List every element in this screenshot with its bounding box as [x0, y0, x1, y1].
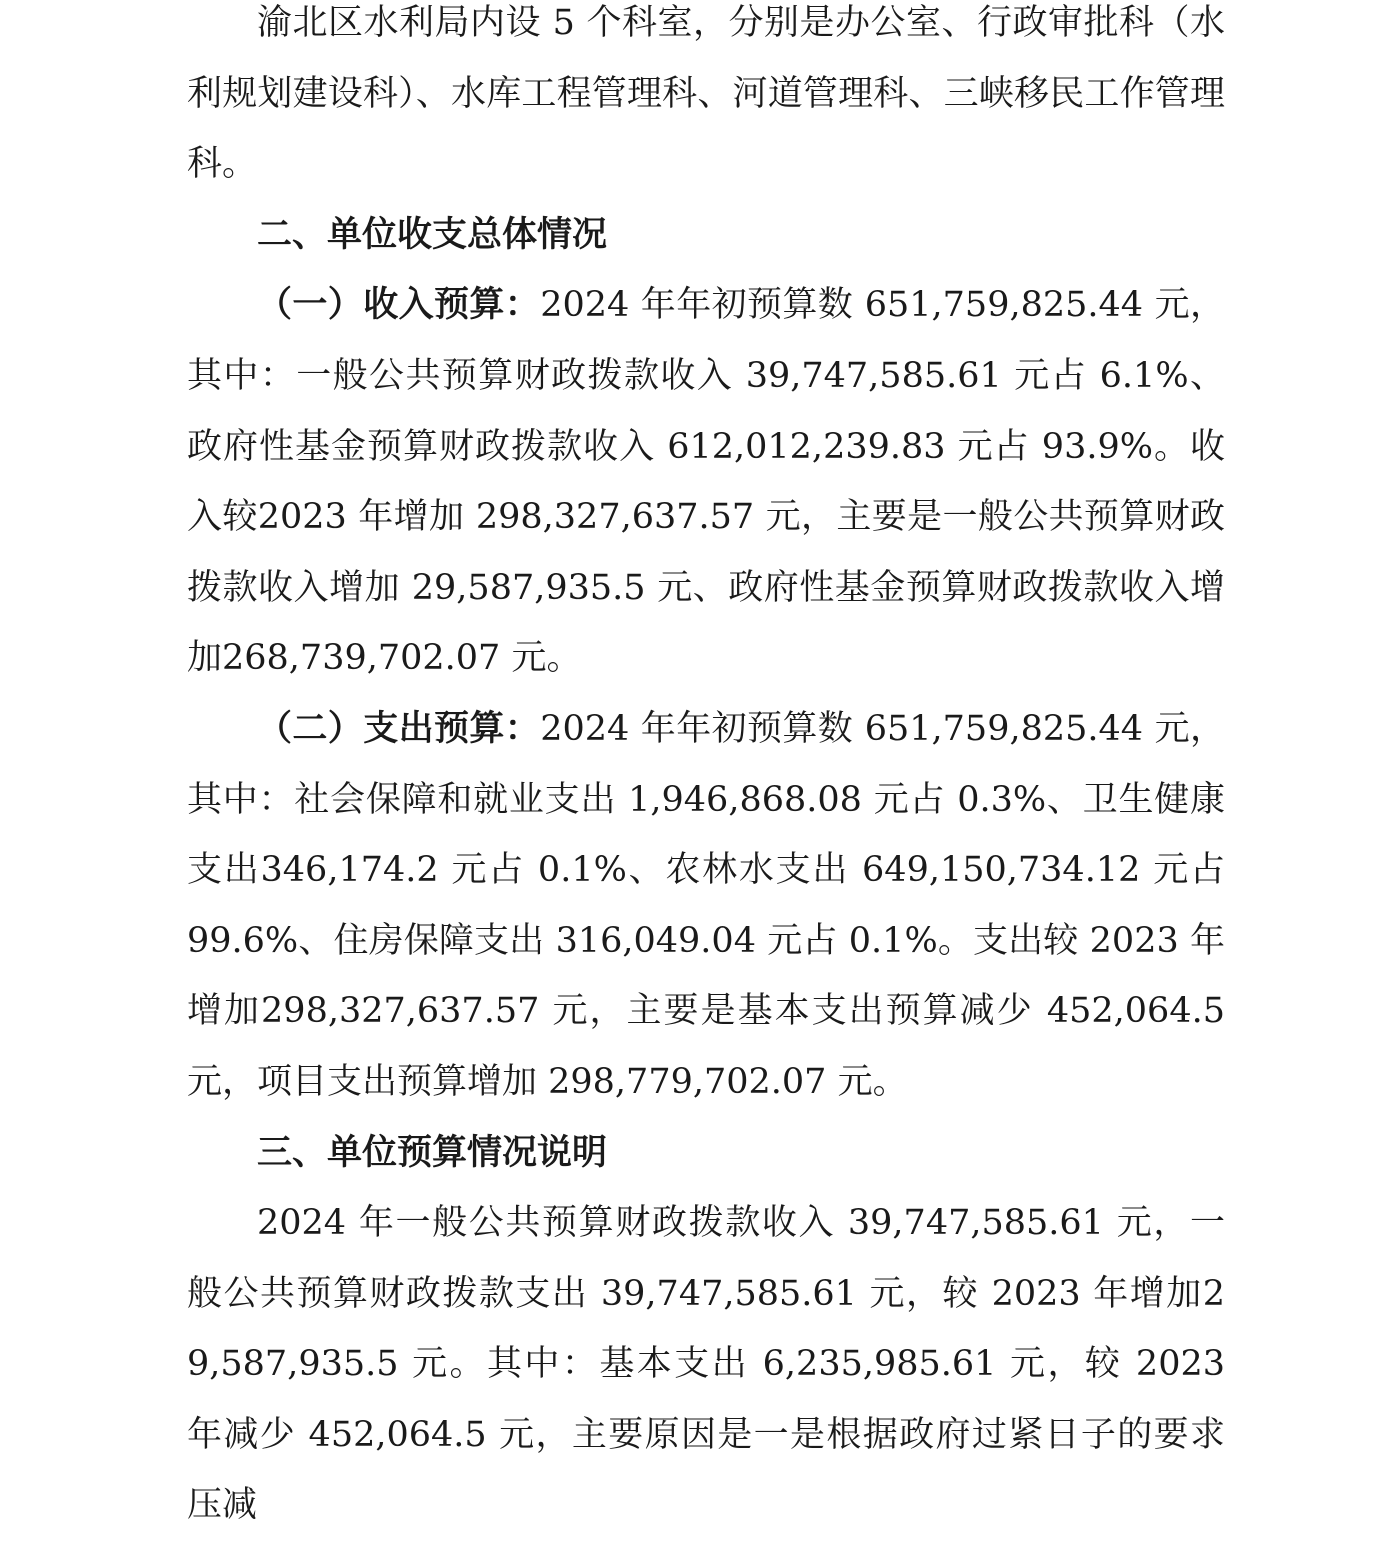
document-page: [187, 0, 1225, 1541]
paragraph-income-budget: [187, 270, 1225, 694]
section-heading-revenue-expenditure: 二、单位收支总体情况: [257, 214, 608, 255]
expense-budget-label: （二）支出预算：: [257, 708, 541, 749]
section-heading-budget-explanation: 三、单位预算情况说明: [257, 1132, 608, 1173]
paragraph-offices: 渝北区水利局内设 5 个科室，分别是办公室、行政审批科（水利规划建设科）、水库工程管理科、河道管理科、三峡移民工作管理科。: [187, 3, 1225, 185]
paragraph-budget-explanation: 2024 年一般公共预算财政拨款收入 39,747,585.61 元，一般公共预算财政拨款支出 39,747,585.61 元，较 2023 年增加29,587,935.5 元。其中：基本支出 6,235,985.61 元，较 2023 年减少 452,064.5 元，主要原因是一是根据政府过紧日子的要求压减: [187, 1203, 1225, 1526]
income-budget-text: 2024 年年初预算数 651,759,825.44 元，其中：一般公共预算财政拨款收入 39,747,585.61 元占 6.1%、政府性基金预算财政拨款收入 612,012,239.83 元占 93.9%。收入较2023 年增加 298,327,637.57 元，主要是一般公共预算财政拨款收入增加 29,587,935.5 元、政府性基金预算财政拨款收入增加268,739,702.07 元。: [187, 285, 1225, 679]
income-budget-label: （一）收入预算：: [257, 285, 541, 326]
expense-budget-text: 2024 年年初预算数 651,759,825.44 元，其中：社会保障和就业支出 1,946,868.08 元占 0.3%、卫生健康支出346,174.2 元占 0.1%、农林水支出 649,150,734.12 元占 99.6%、住房保障支出 316,049.04 元占 0.1%。支出较 2023 年增加298,327,637.57 元，主要是基本支出预算减少 452,064.5 元，项目支出预算增加 298,779,702.07 元。: [187, 708, 1225, 1102]
paragraph-expense-budget: [187, 694, 1225, 1118]
